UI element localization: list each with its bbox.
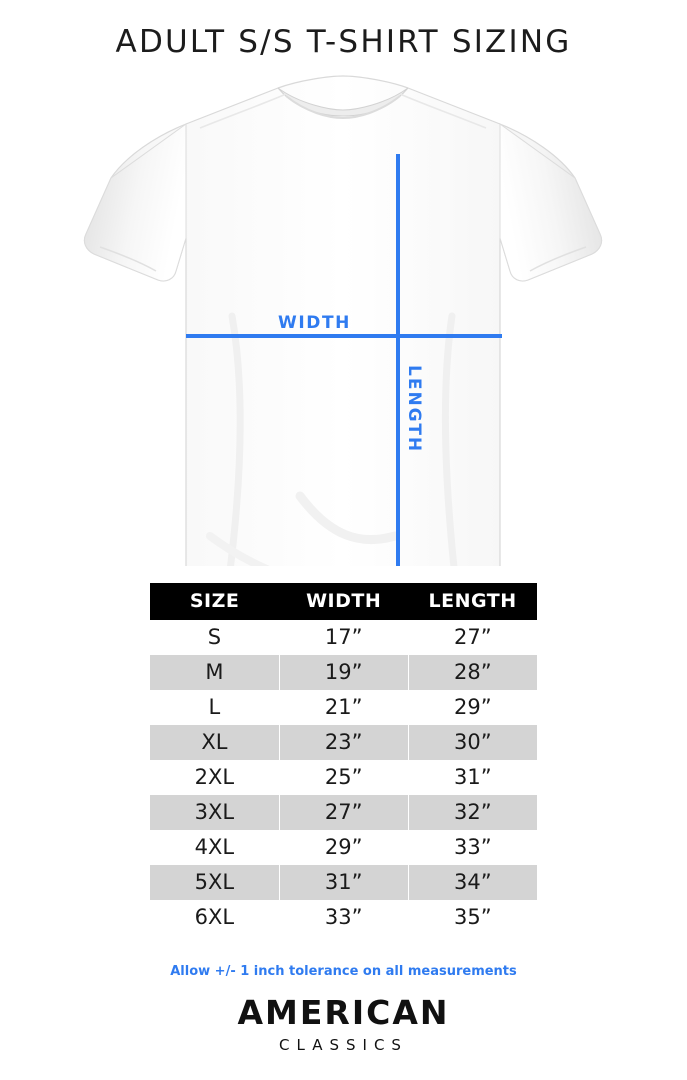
table-row [150, 865, 537, 900]
cell-length: 32” [408, 795, 537, 830]
shirt-diagram [0, 66, 687, 566]
brand-logo [0, 993, 687, 1054]
cell-length: 31” [408, 760, 537, 795]
header-length: LENGTH [408, 583, 537, 620]
table-header-row [150, 583, 537, 620]
header-size: SIZE [150, 583, 279, 620]
cell-size: L [150, 690, 279, 725]
page-title: ADULT S/S T-SHIRT SIZING [115, 24, 572, 60]
table-row [150, 830, 537, 865]
brand-tagline: CLASSICS [279, 1036, 408, 1054]
cell-length: 34” [408, 865, 537, 900]
cell-width: 21” [279, 690, 408, 725]
table-row [150, 725, 537, 760]
table-row [150, 655, 537, 690]
cell-width: 17” [279, 620, 408, 655]
cell-length: 35” [408, 900, 537, 935]
cell-width: 27” [279, 795, 408, 830]
cell-length: 30” [408, 725, 537, 760]
cell-length: 27” [408, 620, 537, 655]
cell-size: 4XL [150, 830, 279, 865]
table-row [150, 795, 537, 830]
tolerance-note: Allow +/- 1 inch tolerance on all measurements [170, 964, 517, 979]
cell-size: 3XL [150, 795, 279, 830]
cell-width: 23” [279, 725, 408, 760]
cell-width: 19” [279, 655, 408, 690]
size-table [150, 583, 537, 935]
brand-name: AMERICAN [237, 993, 450, 1032]
cell-size: 6XL [150, 900, 279, 935]
cell-size: 2XL [150, 760, 279, 795]
width-label: WIDTH [278, 313, 352, 333]
cell-length: 28” [408, 655, 537, 690]
cell-width: 31” [279, 865, 408, 900]
header-width: WIDTH [279, 583, 408, 620]
cell-width: 29” [279, 830, 408, 865]
cell-size: M [150, 655, 279, 690]
cell-size: XL [150, 725, 279, 760]
cell-size: S [150, 620, 279, 655]
table-row [150, 900, 537, 935]
table-row [150, 760, 537, 795]
table-row [150, 690, 537, 725]
length-label: LENGTH [404, 365, 424, 454]
cell-width: 25” [279, 760, 408, 795]
cell-width: 33” [279, 900, 408, 935]
cell-length: 29” [408, 690, 537, 725]
size-table-wrapper [150, 583, 537, 935]
table-row [150, 620, 537, 655]
cell-length: 33” [408, 830, 537, 865]
cell-size: 5XL [150, 865, 279, 900]
